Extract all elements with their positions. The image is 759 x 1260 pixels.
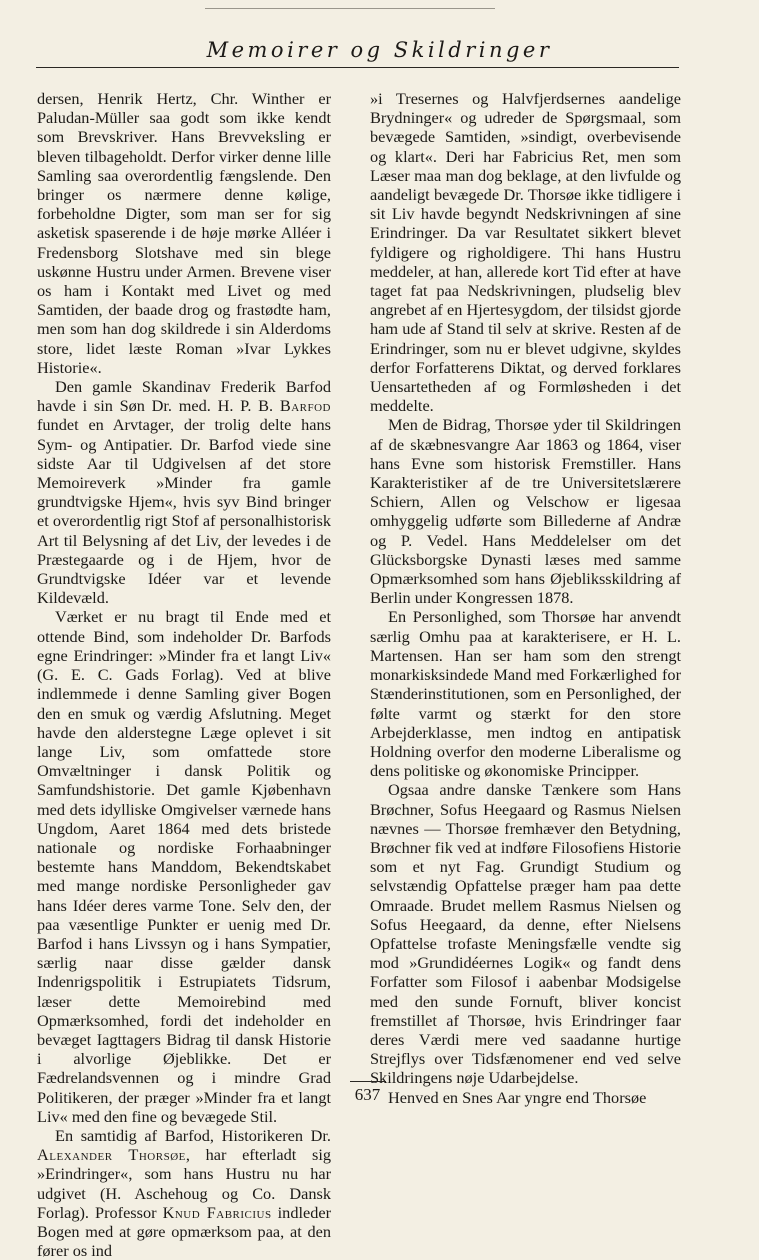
paragraph: Den gamle Skandinav Frederik Barfod havde i sin Søn Dr. med. H. P. B. Barfod fundet en Arvtager, der trolig delte hans Sym- og Antipatier. Dr. Barfod viede sine sidste Aar til Udgivelsen af det store Memoireverk »Minder fra gamle grundtvigske Hjem«, hvis syv Bind bringer et overordentlig rigt Stof af personalhistorisk Art til Belysning af det Liv, der levedes i de Præstegaarde og i de Hjem, hvor de Grundtvigske Idéer var et levende Kildevæld. bbox=[37, 377, 331, 608]
header-rule bbox=[36, 67, 679, 68]
right-column bbox=[370, 89, 681, 1107]
page-number: 637 bbox=[354, 1085, 381, 1104]
page-number-rule bbox=[350, 1081, 386, 1082]
paragraph: »i Tresernes og Halvfjerdsernes aandelige Brydninger« og udreder de Spørgsmaal, som bevægede Samtiden, »sindigt, overbevisende og klart«. Deri har Fabricius Ret, men som Læser maa man dog beklage, at den livfulde og aandeligt bevægede Dr. Thorsøe ikke tidligere i sit Liv havde begyndt Nedskrivningen af sine Erindringer. Da var Resultatet sikkert blevet fyldigere og righoldigere. Thi hans Hustru meddeler, at han, allerede kort Tid efter at have taget fat paa Nedskrivningen, pludselig blev angrebet af en Hjertesygdom, der tilsidst gjorde ham ude af Stand til selv at skrive. Resten af de Erindringer, som nu er blevet udgivne, skyldes derfor Forfatterens Diktat, og derved forklares Uensartetheden af og Formløsheden i det meddelte. bbox=[370, 89, 681, 416]
top-rule bbox=[205, 8, 495, 9]
author-name: Knud Fabricius bbox=[162, 1202, 272, 1222]
paragraph: dersen, Henrik Hertz, Chr. Winther er Paludan-Müller saa godt som ikke kendt som Brevskriver. Hans Brevveksling er bleven tilbageholdt. Derfor virker denne lille Samling saa overordentlig fængslende. Den bringer os nærmere denne kølige, forbeholdne Digter, som man ser for sig asketisk spaserende i de høje mørke Alléer i Fredensborg Slotshave med sin blege uskønne Hustru under Armen. Brevene viser os ham i Kontakt med Livet og med Samtiden, der baade drog og frastødte ham, men som han dog skildrede i sin Alderdoms store, lidet læste Roman »Ivar Lykkes Historie«. bbox=[37, 89, 331, 377]
author-name: Alexander Thorsøe bbox=[37, 1145, 186, 1165]
paragraph: Men de Bidrag, Thorsøe yder til Skildringen af de skæbnesvangre Aar 1863 og 1864, viser hans Evne som historisk Fremstiller. Hans Karakteristiker af de tre Universitetslærere Schiern, Allen og Velschow er ligesaa omhyggelig udførte som Billederne af Andræ og P. Vedel. Hans Meddelelser om det Glücksborgske Dynasti læses med samme Opmærksomhed som hans Øjebliksskildring af Berlin under Kongressen 1878. bbox=[370, 415, 681, 608]
paragraph: En samtidig af Barfod, Historikeren Dr. Alexander Thorsøe, har efterladt sig »Erindringer«, som hans Hustru nu har udgivet (H. Aschehoug og Co. Dansk Forlag). Professor Knud Fabricius indleder Bogen med at gøre opmærksom paa, at den fører os ind bbox=[37, 1125, 331, 1260]
paragraph: En Personlighed, som Thorsøe har anvendt særlig Omhu paa at karakterisere, er H. L. Martensen. Han ser ham som den strengt monarkisksindede Mand med Forkærlighed for Stænderinstitutionen, som en Personlighed, der følte varmt og stærkt for den store Arbejderklasse, men indtog en antipatisk Holdning overfor den moderne Liberalisme og dens politiske og økonomiske Principper. bbox=[370, 607, 681, 781]
paragraph: Ogsaa andre danske Tænkere som Hans Brøchner, Sofus Heegaard og Rasmus Nielsen nævnes — Thorsøe fremhæver den Betydning, Brøchner fik ved at indføre Filosofiens Historie som et nyt Fag. Grundigt Studium og selvstændig Opfattelse præger ham paa dette Omraade. Brudet mellem Rasmus Nielsen og Sofus Heegaard, da denne, efter Nielsens Opfattelse trofaste Meningsfælle vendte sig mod »Grundidéernes Logik« og fandt dens Forfatter som Filosof i aabenbar Modsigelse med den sunde Fornuft, bliver koncist fremstillet af Thorsøe, hvis Erindringer faar deres Værdi mere ved saadanne hurtige Strejflys over Tidsfænomener end ved selve Skildringens nøje Udarbejdelse. bbox=[370, 780, 681, 1088]
author-name: Barfod bbox=[279, 396, 331, 416]
paragraph: Værket er nu bragt til Ende med et ottende Bind, som indeholder Dr. Barfods egne Erindringer: »Minder fra et langt Liv« (G. E. C. Gads Forlag). Ved at blive indlemmede i denne Samling giver Bogen den en smuk og værdig Afslutning. Meget havde den alderstegne Læge oplevet i sit lange Liv, som omfattede store Omvæltninger i dansk Politik og Samfundshistorie. Det gamle Kjøbenhavn med dets idylliske Omgivelser værnede hans Ungdom, Aaret 1864 med dets bristede nationale og nordiske Forhaabninger bestemte hans Manddom, Bekendtskabet med mange nordiske Personligheder gav hans Idéer deres varme Tone. Selv den, der paa væsentlige Punkter er uenig med Dr. Barfod i hans Livssyn og i hans Sympatier, særlig naar disse gælder dansk Indenrigspolitik i Estrupiatets Tidsrum, læser dette Memoirebind med Opmærksomhed, fordi det indeholder en bevæget Iagttagers Bidrag til dansk Historie i alvorlige Øjeblikke. Det er Fædrelandsvennen og i mindre Grad Politikeren, der præger »Minder fra et langt Liv« med den fine og bevægede Stil. bbox=[37, 607, 331, 1126]
paragraph: Henved en Snes Aar yngre end Thorsøe bbox=[388, 1087, 647, 1107]
running-header: Memoirer og Skildringer bbox=[206, 38, 553, 62]
